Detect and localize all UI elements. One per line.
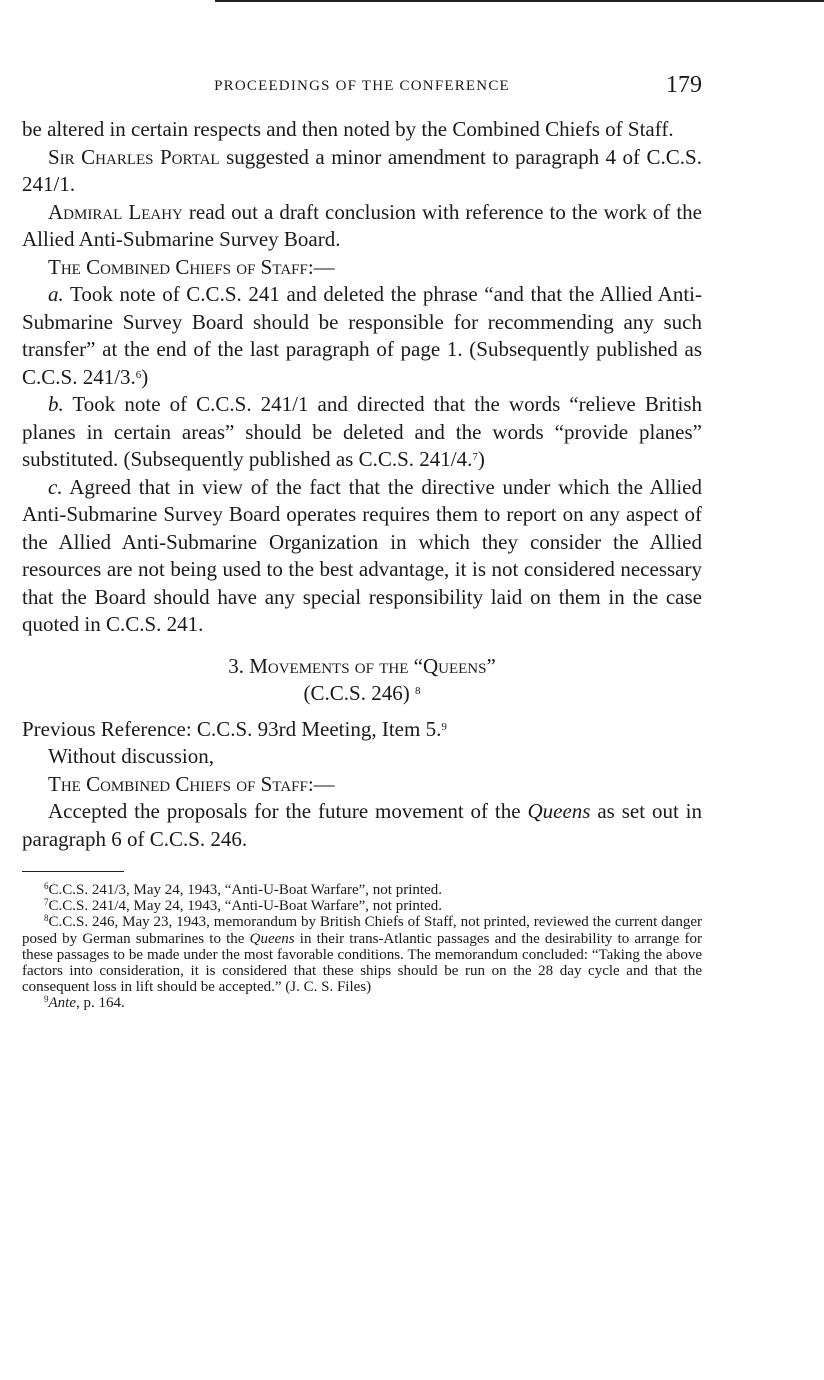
footnote-ref: 7 [472,451,478,463]
footnote-7 [22,898,702,914]
paragraph-text: :— [307,771,335,796]
section-subheading [22,680,702,708]
ship-name: Queens [527,799,591,823]
footnote-text: in their trans-Atlantic passages and the desirability to arrange for these passages to be made under the most favorable conditions. The memorandum concluded: “Taking the above factors into consideration, it is considered that these ships should be run on the 28 day cycle and that the consequent loss in lift should be accepted.” (J. C. S. Files) [22,930,702,996]
subheading-text: (C.C.S. 246) [303,681,410,705]
footnote-8 [22,914,702,995]
footnote-text: , p. 164. [76,995,125,1012]
body-name: The Combined Chiefs of Staff [48,771,308,796]
paragraph-text: :— [307,254,335,279]
previous-reference-text: Previous Reference: C.C.S. 93rd Meeting, Item 5. [22,716,442,741]
body-name: The Combined Chiefs of Staff [48,254,308,279]
document-page [22,72,702,1012]
footnote-ref: 6 [135,368,142,381]
speaker-name: Admiral Leahy [48,199,183,224]
footnote-text: C.C.S. 246, May 23, 1943, memorandum by British Chiefs of Staff, not printed, reviewed the current danger posed by German submarines to the [22,914,702,947]
footnote-ref: 9 [441,720,447,733]
footnote-mark: 7 [44,897,49,908]
footnote-6 [22,882,702,898]
paragraph-ccs [22,254,702,282]
footnote-text: C.C.S. 241/4, May 24, 1943, “Anti-U-Boat Warfare”, not printed. [48,898,442,915]
item-c [22,474,702,639]
footnote-ship-name: Queens [249,930,295,947]
item-label: b. [48,392,64,416]
section-heading: 3. Movements of the “Queens” [228,653,496,678]
paragraph-text: read out a draft conclusion with reference to the work of the Allied Anti-Submarine Survey Board. [22,199,702,251]
item-b [22,391,702,474]
paragraph-text: as set out in paragraph 6 of C.C.S. 246. [22,799,702,851]
footnote-mark: 9 [44,994,49,1005]
footnote-text: C.C.S. 241/3, May 24, 1943, “Anti-U-Boat Warfare”, not printed. [48,882,442,898]
page-number: 179 [666,72,702,98]
item-close: ) [141,364,149,389]
previous-reference [22,716,702,744]
paragraph-text: Accepted the proposals for the future movement of the [48,799,528,823]
without-discussion: Without discussion, [48,744,214,768]
item-a [22,281,702,391]
paragraph-ccs-2 [22,771,702,799]
paragraph-text: suggested a minor amendment to paragraph 4 of C.C.S. 241/1. [22,144,702,196]
item-label: a. [48,282,64,306]
item-text: Took note of C.C.S. 241 and deleted the phrase “and that the Allied Anti-Submarine Survey Board should be responsible for recommending any such transfer” at the end of the last paragraph of page 1. (Subsequently published as C.C.S. 241/3. [22,282,702,389]
body-text [22,116,702,853]
paragraph-accepted [22,798,702,853]
paragraph-portal [22,144,702,199]
top-border-rule [215,0,824,2]
item-text: Took note of C.C.S. 241/1 and directed that the words “relieve British planes in certain areas” should be deleted and the words “provide planes” substituted. (Subsequently published as C.C.S. 241/4. [22,392,702,471]
item-label: c. [48,474,63,499]
footnote-ante: Ante [48,995,76,1012]
item-text: Agreed that in view of the fact that the directive under which the Allied Anti-Submarine Survey Board operates requires them to report on any aspect of the Allied Anti-Submarine Organization in which they consider the Allied resources are not being used to the best advantage, it is not considered necessary that the Board should have any special responsibility laid on them in the case quoted in C.C.S. 241. [22,474,702,636]
paragraph-continued: be altered in certain respects and then noted by the Combined Chiefs of Staff. [22,117,674,141]
item-close: ) [477,447,485,471]
page-header [22,72,702,116]
paragraph-leahy [22,199,702,254]
footnote-rule [22,871,124,872]
footnote-ref: 8 [414,685,421,697]
footnote-9 [22,995,702,1011]
footnotes [22,882,702,1012]
speaker-name: Sir Charles Portal [48,144,220,169]
footnote-mark: 8 [44,913,49,924]
running-head: PROCEEDINGS OF THE CONFERENCE [214,78,510,94]
footnote-mark: 6 [44,881,49,891]
